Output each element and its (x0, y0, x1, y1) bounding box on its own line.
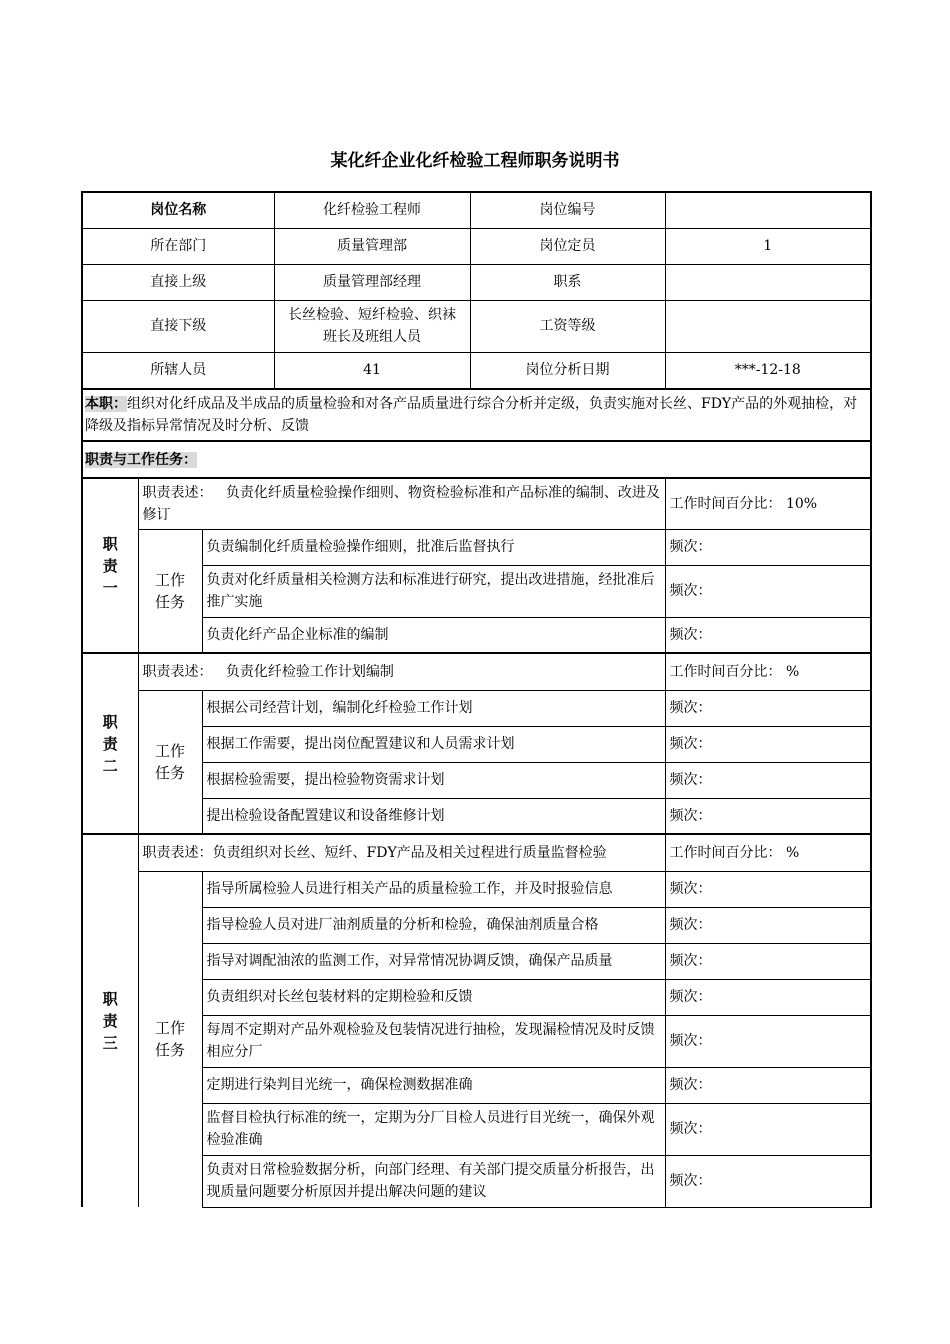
task-text: 提出检验设备配置建议和设备维修计划 (202, 798, 665, 834)
task-text: 定期进行染判目光统一，确保检测数据准确 (202, 1067, 665, 1103)
duty-2-time: 工作时间百分比： % (665, 653, 871, 690)
label-job-family: 职系 (470, 264, 665, 300)
label-analysis-date: 岗位分析日期 (470, 352, 665, 389)
value-job-family (665, 264, 871, 300)
label-department: 所在部门 (82, 228, 274, 264)
task-label-text: 工作任务 (154, 1019, 185, 1060)
task-frequency: 频次： (665, 762, 871, 798)
duty-1-description (138, 478, 665, 529)
value-position-name: 化纤检验工程师 (274, 192, 470, 228)
label-position-code: 岗位编号 (470, 192, 665, 228)
summary-text: 组织对化纤成品及半成品的质量检验和对各产品质量进行综合分析并定级，负责实施对长丝、FDY产品的外观抽检，对降级及指标异常情况及时分析、反馈 (85, 396, 858, 434)
desc-text: 负责化纤质量检验操作细则、物资检验标准和产品标准的编制、改进及修订 (142, 484, 660, 523)
task-text: 负责对日常检验数据分析，向部门经理、有关部门提交质量分析报告，出现质量问题要分析原因并提出解决问题的建议 (202, 1155, 665, 1207)
value-analysis-date: ***-12-18 (665, 352, 871, 389)
duty-label-text: 职责二 (102, 712, 118, 775)
task-text: 根据检验需要，提出检验物资需求计划 (202, 762, 665, 798)
job-description-table (81, 191, 872, 1208)
task-frequency: 频次： (665, 726, 871, 762)
label-superior: 直接上级 (82, 264, 274, 300)
desc-prefix: 职责表述： (142, 844, 213, 861)
info-row (82, 264, 871, 300)
task-frequency: 频次： (665, 871, 871, 907)
duty-2-description (138, 653, 665, 690)
task-text: 监督目检执行标准的统一，定期为分厂目检人员进行目光统一，确保外观检验准确 (202, 1103, 665, 1155)
task-row (82, 529, 871, 565)
duties-header-row (82, 441, 871, 478)
value-subordinates: 长丝检验、短纤检验、织袜班长及班组人员 (274, 300, 470, 352)
duties-header: 职责与工作任务： (85, 451, 197, 468)
duties-header-cell (82, 441, 871, 478)
duty-desc-row (82, 478, 871, 529)
desc-text: 负责组织对长丝、短纤、FDY产品及相关过程进行质量监督检验 (212, 844, 607, 861)
value-position-code (665, 192, 871, 228)
duty-label-text: 职责三 (102, 990, 118, 1052)
task-frequency: 频次： (665, 907, 871, 943)
info-row (82, 192, 871, 228)
duty-2-task-label (138, 690, 202, 834)
duty-3-label (82, 834, 138, 1207)
info-row (82, 228, 871, 264)
task-frequency: 频次： (665, 565, 871, 617)
task-frequency: 频次： (665, 1067, 871, 1103)
duty-label-text: 职责一 (102, 534, 118, 597)
desc-prefix: 职责表述： (142, 484, 213, 501)
duty-desc-row (82, 653, 871, 690)
task-text: 负责对化纤质量相关检测方法和标准进行研究，提出改进措施，经批准后推广实施 (202, 565, 665, 617)
value-salary-grade (665, 300, 871, 352)
task-text: 负责组织对长丝包装材料的定期检验和反馈 (202, 979, 665, 1015)
duty-3-time: 工作时间百分比： % (665, 834, 871, 871)
task-text: 负责编制化纤质量检验操作细则，批准后监督执行 (202, 529, 665, 565)
task-frequency: 频次： (665, 798, 871, 834)
duty-desc-row (82, 834, 871, 871)
label-salary-grade: 工资等级 (470, 300, 665, 352)
task-text: 每周不定期对产品外观检验及包装情况进行抽检，发现漏检情况及时反馈相应分厂 (202, 1015, 665, 1067)
label-position-name: 岗位名称 (82, 192, 274, 228)
duty-3-task-label (138, 871, 202, 1207)
duty-3-description (138, 834, 665, 871)
info-row (82, 352, 871, 389)
duty-2-label (82, 653, 138, 834)
task-frequency: 频次： (665, 943, 871, 979)
summary-row (82, 389, 871, 441)
task-text: 指导所属检验人员进行相关产品的质量检验工作，并及时报验信息 (202, 871, 665, 907)
task-frequency: 频次： (665, 1155, 871, 1207)
task-row (82, 690, 871, 726)
summary-cell (82, 389, 871, 441)
value-superior: 质量管理部经理 (274, 264, 470, 300)
value-headcount: 1 (665, 228, 871, 264)
task-label-text: 工作任务 (154, 570, 185, 611)
task-text: 指导检验人员对进厂油剂质量的分析和检验，确保油剂质量合格 (202, 907, 665, 943)
label-staff-count: 所辖人员 (82, 352, 274, 389)
duty-1-time: 工作时间百分比： 10% (665, 478, 871, 529)
task-label-text: 工作任务 (154, 741, 185, 782)
value-staff-count: 41 (274, 352, 470, 389)
task-row (82, 871, 871, 907)
task-frequency: 频次： (665, 1015, 871, 1067)
task-text: 根据公司经营计划，编制化纤检验工作计划 (202, 690, 665, 726)
task-frequency: 频次： (665, 617, 871, 653)
duty-1-label (82, 478, 138, 653)
task-frequency: 频次： (665, 529, 871, 565)
desc-text: 负责化纤检验工作计划编制 (225, 663, 394, 680)
task-text: 根据工作需要，提出岗位配置建议和人员需求计划 (202, 726, 665, 762)
task-text: 指导对调配油浓的监测工作，对异常情况协调反馈，确保产品质量 (202, 943, 665, 979)
summary-label: 本职： (85, 396, 127, 412)
task-frequency: 频次： (665, 690, 871, 726)
desc-prefix: 职责表述： (142, 663, 213, 680)
duty-1-task-label (138, 529, 202, 653)
value-department: 质量管理部 (274, 228, 470, 264)
document-title: 某化纤企业化纤检验工程师职务说明书 (330, 151, 620, 171)
info-row (82, 300, 871, 352)
task-frequency: 频次： (665, 1103, 871, 1155)
label-subordinates: 直接下级 (82, 300, 274, 352)
label-headcount: 岗位定员 (470, 228, 665, 264)
task-frequency: 频次： (665, 979, 871, 1015)
task-text: 负责化纤产品企业标准的编制 (202, 617, 665, 653)
